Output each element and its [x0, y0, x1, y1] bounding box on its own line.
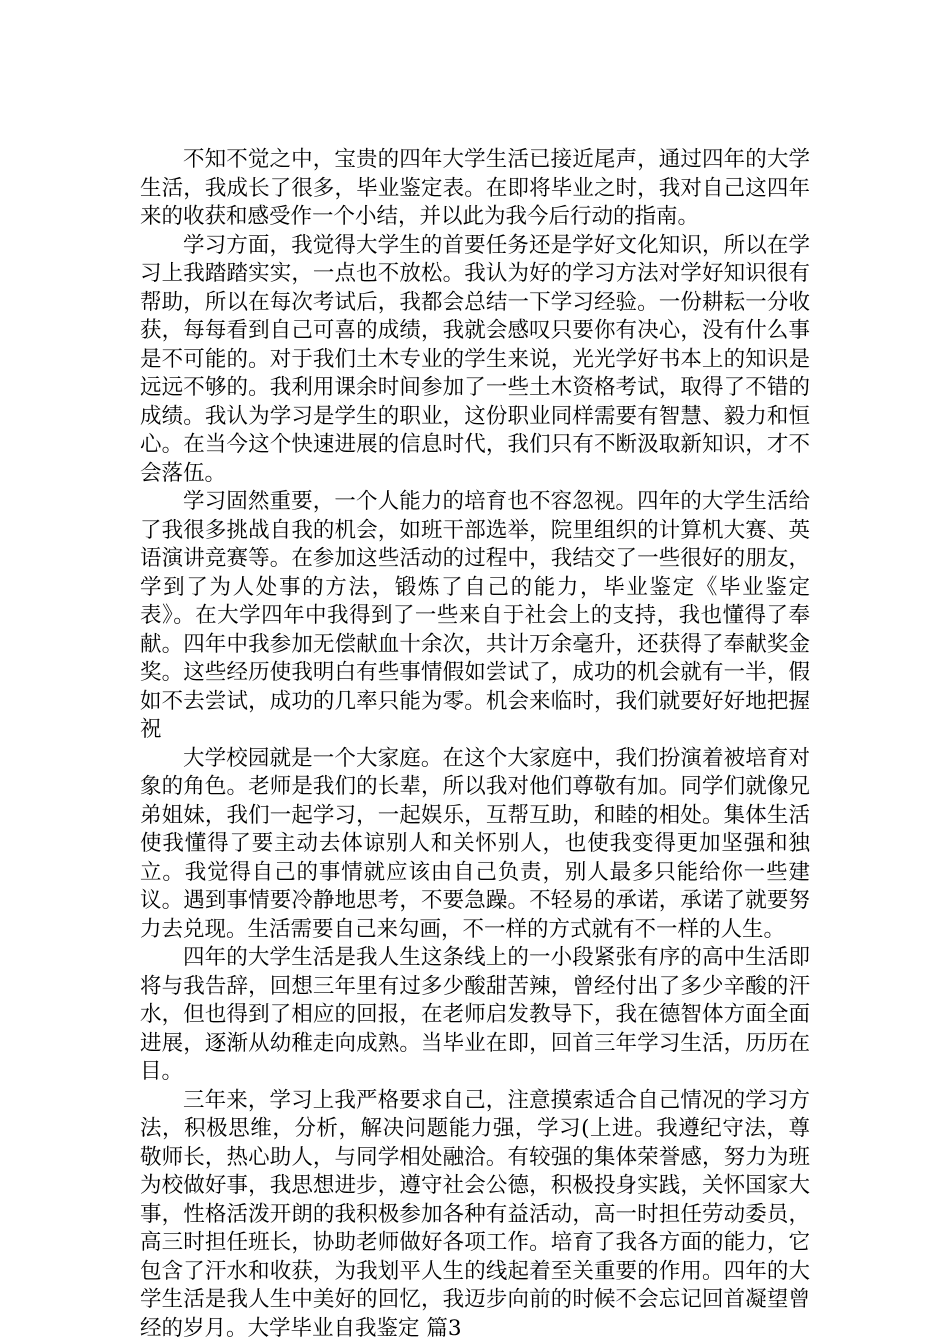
document-body: [140, 146, 810, 1343]
paragraph-campus-family: 大学校园就是一个大家庭。在这个大家庭中，我们扮演着被培育对象的角色。老师是我们的长辈，所以我对他们尊敬有加。同学们就像兄弟姐妹，我们一起学习，一起娱乐，互帮互助，和睦的相处。集体生活使我懂得了要主动去体谅别人和关怀别人，也使我变得更加坚强和独立。我觉得自己的事情就应该由自己负责，别人最多只能给你一些建议。遇到事情要冷静地思考，不要急躁。不轻易的承诺，承诺了就要努力去兑现。生活需要自己来勾画，不一样的方式就有不一样的人生。: [140, 745, 810, 942]
paragraph-three-years: 三年来，学习上我严格要求自己，注意摸索适合自己情况的学习方法，积极思维，分析，解决问题能力强，学习(上进。我遵纪守法，尊敬师长，热心助人，与同学相处融洽。有较强的集体荣誉感，努力为班为校做好事，我思想进步，遵守社会公德，积极投身实践，关怀国家大事，性格活泼开朗的我积极参加各种有益活动，高一时担任劳动委员，高三时担任班长，协助老师做好各项工作。培育了我各方面的能力，它包含了汗水和收获，为我划平人生的线起着至关重要的作用。四年的大学生活是我人生中美好的回忆，我迈步向前的时候不会忘记回首凝望曾经的岁月。大学毕业自我鉴定 篇3: [140, 1087, 810, 1341]
paragraph-four-years: 四年的大学生活是我人生这条线上的一小段紧张有序的高中生活即将与我告辞，回想三年里有过多少酸甜苦辣，曾经付出了多少辛酸的汗水，但也得到了相应的回报，在老师启发教导下，我在德智体方面全面进展，逐渐从幼稚走向成熟。当毕业在即，回首三年学习生活，历历在目。: [140, 945, 810, 1084]
paragraph-intro: 不知不觉之中，宝贵的四年大学生活已接近尾声，通过四年的大学生活，我成长了很多，毕业鉴定表。在即将毕业之时，我对自己这四年来的收获和感受作一个小结，并以此为我今后行动的指南。: [140, 147, 810, 229]
paragraph-ability: 学习固然重要，一个人能力的培育也不容忽视。四年的大学生活给了我很多挑战自我的机会，如班干部选举，院里组织的计算机大赛、英语演讲竞赛等。在参加这些活动的过程中，我结交了一些很好的朋友，学到了为人处事的方法，锻炼了自己的能力，毕业鉴定《毕业鉴定表》。在大学四年中我得到了一些来自于社会上的支持，我也懂得了奉献。四年中我参加无偿献血十余次，共计万余毫升，还获得了奉献奖金奖。这些经历使我明白有些事情假如尝试了，成功的机会就有一半，假如不去尝试，成功的几率只能为零。机会来临时，我们就要好好地把握祝: [140, 489, 810, 742]
paragraph-study: 学习方面，我觉得大学生的首要任务还是学好文化知识，所以在学习上我踏踏实实，一点也不放松。我认为好的学习方法对学好知识很有帮助，所以在每次考试后，我都会总结一下学习经验。一份耕耘一分收获，每每看到自己可喜的成绩，我就会感叹只要你有决心，没有什么事是不可能的。对于我们土木专业的学生来说，光光学好书本上的知识是远远不够的。我利用课余时间参加了一些土木资格考试，取得了不错的成绩。我认为学习是学生的职业，这份职业同样需要有智慧、毅力和恒心。在当今这个快速进展的信息时代，我们只有不断汲取新知识，才不会落伍。: [140, 232, 810, 486]
